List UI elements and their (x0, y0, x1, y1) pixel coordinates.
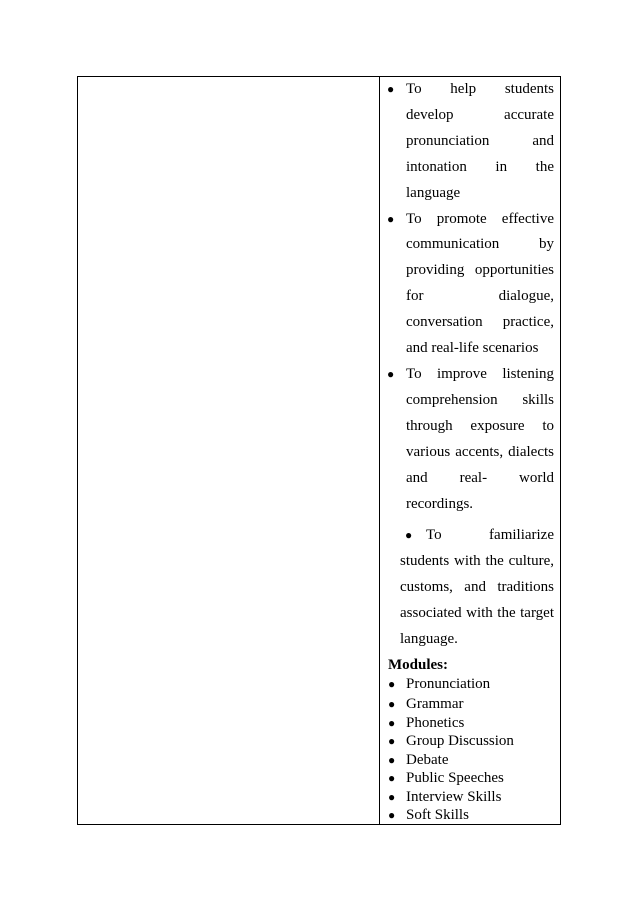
list-item (388, 788, 560, 807)
bullet-icon: ● (388, 734, 396, 749)
list-item (388, 675, 560, 694)
objective-text: To familiarize students with the culture, customs, and traditions associated with the target language. (400, 527, 554, 648)
module-label: Pronunciation (406, 675, 491, 692)
bullet-icon: ● (388, 808, 396, 823)
list-item (380, 207, 560, 362)
modules-heading: Modules: (388, 656, 448, 673)
bullet-icon: ● (387, 82, 395, 96)
list-item (388, 732, 560, 751)
objective-text: To improve listening comprehension skills through exposure to various accents, dialects and real- world recordings. (406, 365, 554, 512)
bullet-icon: ● (388, 752, 396, 767)
list-item (388, 806, 560, 825)
module-label: Soft Skills (406, 807, 469, 824)
bullet-icon: ● (388, 771, 396, 786)
list-item (388, 695, 560, 714)
list-item (388, 769, 560, 788)
modules-list (388, 675, 560, 825)
bullet-icon: ● (387, 211, 395, 226)
objective-text: To help students develop accurate pronunciation and intonation in the language (406, 81, 554, 201)
objective-text: To promote effective communication by providing opportunities for dialogue, conversation practice, and real-life scenarios (406, 210, 554, 357)
module-label: Grammar (406, 696, 464, 713)
table-cell-left (78, 77, 380, 824)
list-item (388, 751, 560, 770)
content-table (77, 76, 561, 825)
module-label: Public Speeches (406, 770, 504, 787)
bullet-icon: ● (405, 528, 413, 543)
bullet-icon: ● (387, 366, 395, 381)
modules-section (380, 656, 560, 825)
bullet-icon: ● (388, 789, 396, 804)
module-label: Interview Skills (406, 788, 502, 805)
bullet-icon: ● (388, 676, 396, 691)
list-item (388, 714, 560, 733)
list-item (380, 362, 560, 517)
module-label: Debate (406, 751, 449, 768)
bullet-icon: ● (388, 697, 396, 712)
module-label: Phonetics (406, 714, 465, 731)
bullet-icon: ● (388, 715, 396, 730)
module-label: Group Discussion (406, 733, 514, 750)
objectives-list (380, 77, 560, 653)
table-cell-right (380, 77, 560, 824)
list-item (380, 523, 560, 653)
list-item (380, 77, 560, 207)
